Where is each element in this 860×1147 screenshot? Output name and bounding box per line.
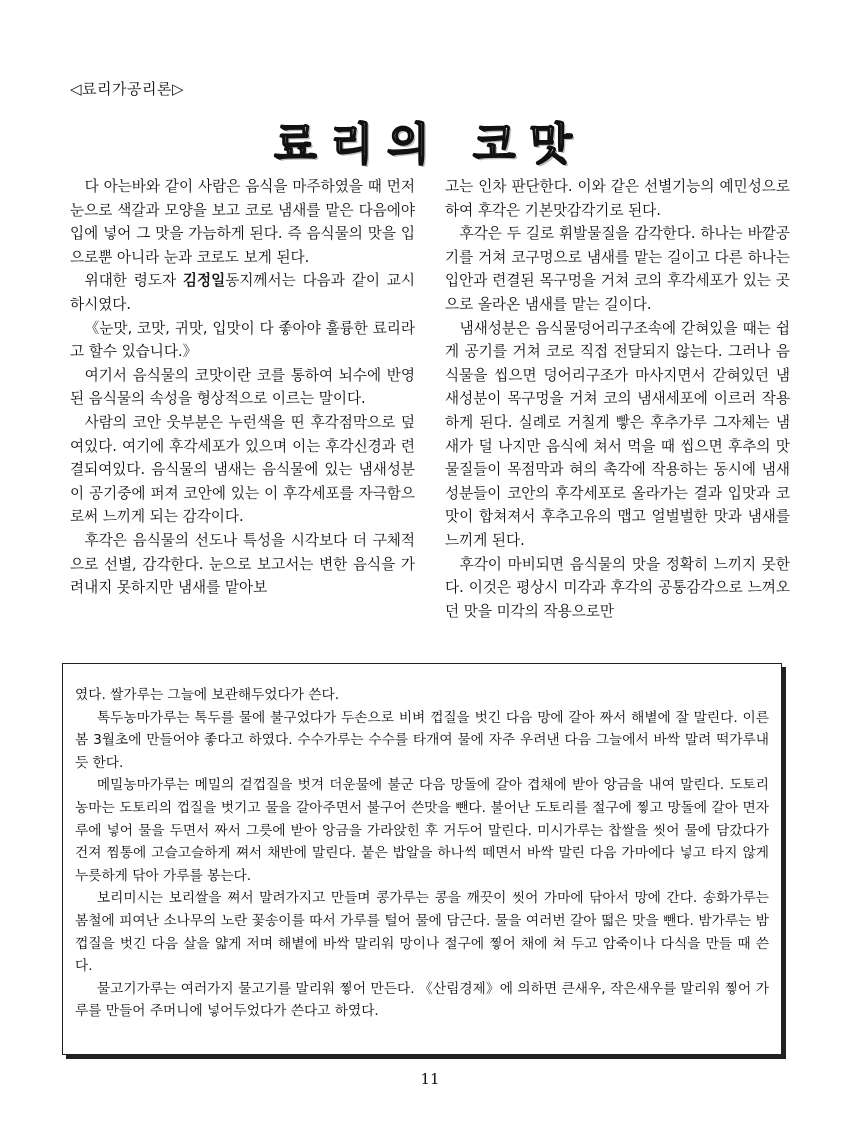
paragraph: 사람의 코안 웃부분은 누런색을 띤 후각점막으로 덮여있다. 여기에 후각세포가 있으며 이는 후각신경과 련결되여있다. 음식물의 냄새는 음식물에 있는 냄새성분이 공기중에 퍼져 코안에 있는 이 후각세포를 자극함으로써 느끼게 되는 감각이다.: [70, 413, 415, 526]
paragraph: 다 아는바와 같이 사람은 음식을 마주하였을 때 먼저 눈으로 색갈과 모양을 보고 코로 냄새를 맡은 다음에야 입에 넣어 그 맛을 가늠하게 된다. 즉 음식물의 맛을 입으로뿐 아니라 눈과 코로도 보게 된다.: [70, 178, 415, 266]
paragraph: 였다. 쌀가루는 그늘에 보관해두었다가 쓴다.: [75, 687, 340, 703]
paragraph: [70, 269, 415, 316]
leader-name: 김정일: [182, 272, 226, 290]
article-title: 료리의 코맛: [274, 119, 586, 170]
paragraph: 후각은 두 길로 휘발물질을 감각한다. 하나는 바깥공기를 거쳐 코구멍으로 냄새를 맡는 길이고 다른 하나는 입안과 련결된 목구멍을 거쳐 코의 후각세포가 있는 곳으로 올라온 냄새를 맡는 길이다.: [445, 225, 790, 313]
paragraph: 냄새성분은 음식물덩어리구조속에 갇혀있을 때는 쉽게 공기를 거쳐 코로 직접 전달되지 않는다. 그러나 음식물을 씹으면 덩어리구조가 마사지면서 갇혀있던 냄새성분이 목구멍을 거쳐 코의 냄새세포에 이르러 작용하게 된다. 실례로 거칠게 빻은 후추가루 그자체는 냄새가 덜 나지만 음식에 쳐서 먹을 때 씹으면 후추의 맛물질들이 목점막과 혀의 촉각에 작용하는 동시에 냄새성분들이 코안의 후각세포로 올라가는 결과 입맛과 코맛이 합쳐져서 후추고유의 맵고 얼벌벌한 맛과 냄새를 느끼게 된다.: [445, 319, 790, 549]
paragraph: 후각이 마비되면 음식물의 맛을 정확히 느끼지 못한다. 이것은 평상시 미각과 후각의 공통감각으로 느껴오던 맛을 미각의 작용으로만: [445, 555, 790, 620]
paragraph: 보리미시는 보리쌀을 쪄서 말려가지고 만들며 콩가루는 콩을 깨끗이 씻어 가마에 닦아서 망에 간다. 송화가루는 봄철에 피여난 소나무의 노란 꽃송이를 따서 가루를 털어 물에 담근다. 물을 여러번 갈아 떫은 맛을 뺀다. 밤가루는 밤껍질을 벗긴 다음 살을 얇게 저며 해볕에 바싹 말리워 망이나 절구에 찧어 채에 쳐 두고 암죽이나 다식을 만들 때 쓴다.: [75, 890, 769, 975]
paragraph: 톡두농마가루는 톡두를 물에 불구었다가 두손으로 비벼 껍질을 벗긴 다음 망에 갈아 짜서 해볕에 잘 말린다. 이른봄 3월초에 만들어야 좋다고 하였다. 수수가루는 수수를 타개여 물에 자주 우려낸 다음 그늘에서 바싹 말려 떡가루내듯 한다.: [75, 709, 769, 771]
left-column: [70, 175, 415, 650]
paragraph-text: 동지께서는 다음과 같이 교시하시였다.: [70, 272, 415, 313]
page-number: 11: [420, 1070, 440, 1088]
continued-article-box: [62, 663, 782, 1055]
paragraph: 후각은 음식물의 선도나 특성을 시각보다 더 구체적으로 선별, 감각한다. 눈으로 보고서는 변한 음식을 가려내지 못하지만 냄새를 맡아보: [70, 531, 415, 597]
quotation: 《눈맛, 코맛, 귀맛, 입맛이 다 좋아야 훌륭한 료리라고 할수 있습니다.》: [70, 319, 415, 361]
paragraph: 여기서 음식물의 코맛이란 코를 통하여 뇌수에 반영된 음식물의 속성을 형상적으로 이르는 말이다.: [70, 366, 415, 408]
article-body: [70, 175, 790, 650]
paragraph: 물고기가루는 여러가지 물고기를 말리워 찧어 만든다. 《산림경제》에 의하면 큰새우, 작은새우를 말리워 찧어 가루를 만들어 주머니에 넣어두었다가 쓴다고 하였다.: [75, 980, 769, 1020]
right-column: [445, 175, 790, 650]
paragraph: 메밀농마가루는 메밀의 겉껍질을 벗겨 더운물에 불군 다음 망돌에 갈아 겹채에 받아 앙금을 내여 말린다. 도토리농마는 도토리의 껍질을 벗기고 물을 갈아주면서 불구어 쓴맛을 뺀다. 불어난 도토리를 절구에 찧고 망돌에 갈아 면자루에 넣어 물을 두면서 짜서 그릇에 받아 앙금을 가라앉힌 후 거두어 말린다. 미시가루는 찹쌀을 씻어 물에 담갔다가 건져 찜통에 고슬고슬하게 쪄서 채반에 말린다. 붙은 밥알을 하나씩 떼면서 바싹 말린 다음 가마에다 넣고 타지 않게 누릇하게 닦아 가루를 봉는다.: [75, 777, 769, 884]
paragraph-text: 위대한 령도자: [84, 272, 183, 290]
paragraph: 고는 인차 판단한다. 이와 같은 선별기능의 예민성으로 하여 후각은 기본맛감각기로 된다.: [445, 178, 790, 219]
section-tag: ◁료리가공리론▷: [70, 80, 185, 98]
